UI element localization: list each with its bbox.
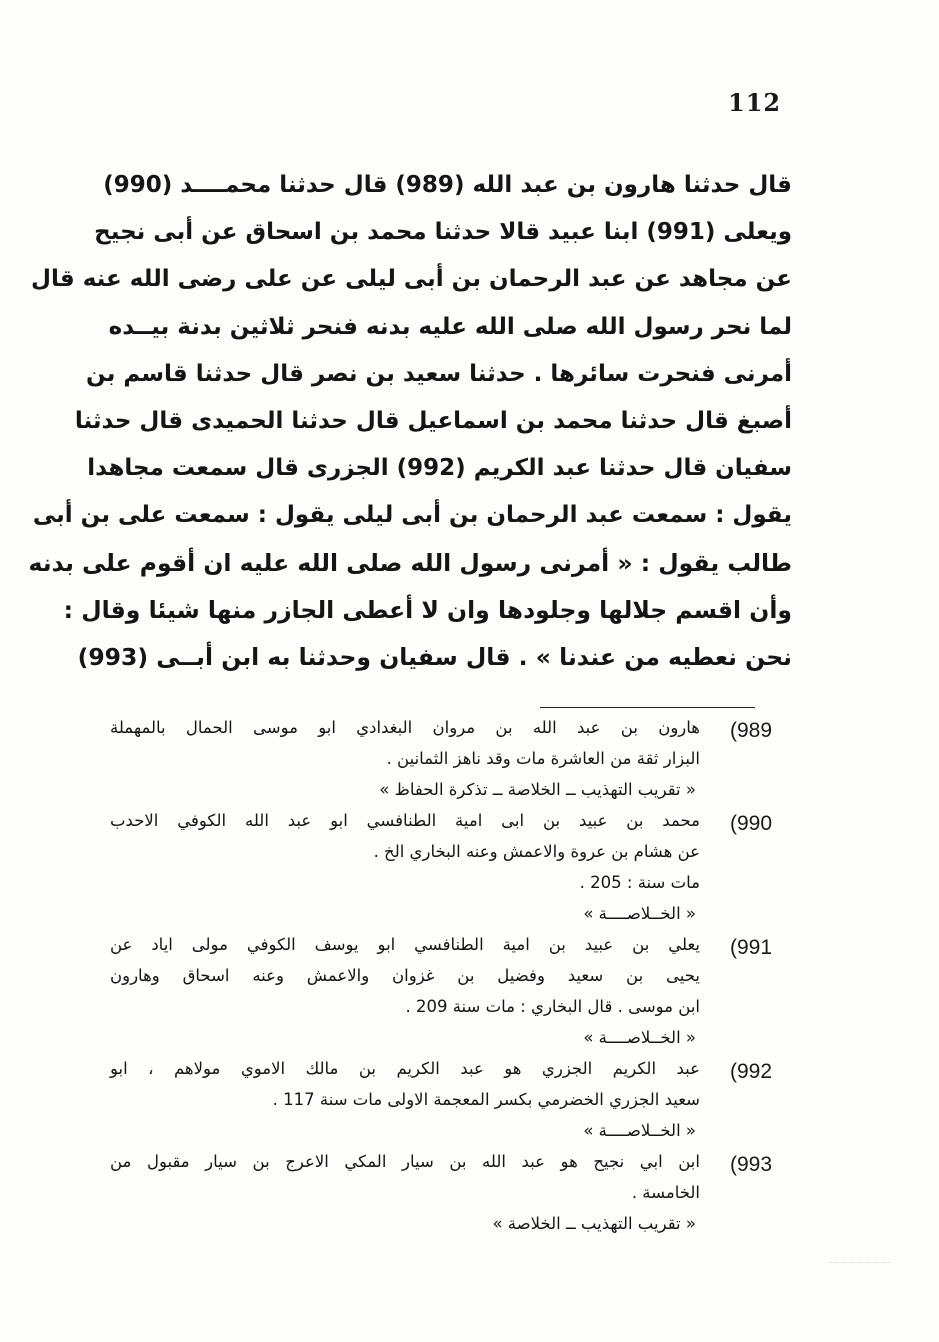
footnote-number: (989 xyxy=(730,719,773,742)
footnote-source: « الخــلاصــــة » xyxy=(583,904,696,923)
footnote-992 xyxy=(108,1053,788,1146)
footnote-number: (991 xyxy=(730,936,773,959)
footnote-body xyxy=(110,1053,700,1146)
footnote-body xyxy=(110,805,700,929)
footnote-source: « تقريب التهذيب ــ الخلاصة ــ تذكرة الحفاظ » xyxy=(379,780,696,799)
footnote-body xyxy=(110,1146,700,1239)
main-text-line: نحن نعطيه من عندنا » . قال سفيان وحدثنا به ابن أبــى (993) xyxy=(77,642,792,671)
footnote-line: محمد بن عبيد بن ابى امية الطنافسي ابو عبد الله الكوفي الاحدب xyxy=(110,811,700,830)
footnotes xyxy=(108,712,788,1239)
footnote-991 xyxy=(108,929,788,1053)
footnote-line: ابن ابي نجيح هو عبد الله بن سيار المكي الاعرج بن سيار مقبول من xyxy=(110,1152,700,1171)
footnote-number: (993 xyxy=(730,1153,773,1176)
page-number: 112 xyxy=(728,88,782,117)
main-text-line: قال حدثنا هارون بن عبد الله (989) قال حدثنا محمــــد (990) xyxy=(103,172,792,198)
main-text-block xyxy=(28,162,792,681)
footnote-line: عن هشام بن عروة والاعمش وعنه البخاري الخ . xyxy=(373,842,700,861)
footnote-line: يحيى بن سعيد وفضيل بن غزوان والاعمش وعنه اسحاق وهارون xyxy=(110,966,700,985)
footnote-source: « الخــلاصــــة » xyxy=(583,1028,696,1047)
footnote-line: هارون بن عبد الله بن مروان البغدادي ابو موسى الحمال بالمهملة xyxy=(110,718,700,737)
footnote-line: ابن موسى . قال البخاري : مات سنة 209 . xyxy=(405,997,700,1016)
footnote-line: عبد الكريم الجزري هو عبد الكريم بن مالك الاموي مولاهم ، ابو xyxy=(110,1059,700,1078)
main-text-line: أمرنى فنحرت سائرها . حدثنا سعيد بن نصر قال حدثنا قاسم بن xyxy=(86,360,792,387)
main-text-line: وأن اقسم جلالها وجلودها وان لا أعطى الجازر منها شيئا وقال : xyxy=(63,595,792,624)
footnote-993 xyxy=(108,1146,788,1239)
footnote-line: الخامسة . xyxy=(631,1183,700,1202)
main-text-line: طالب يقول : « أمرنى رسول الله صلى الله عليه ان أقوم على بدنه xyxy=(28,548,792,577)
main-text-line: عن مجاهد عن عبد الرحمان بن أبى ليلى عن على رضى الله عنه قال xyxy=(31,266,792,293)
main-text-line: سفيان قال حدثنا عبد الكريم (992) الجزرى قال سمعت مجاهدا xyxy=(87,455,792,482)
footnote-989 xyxy=(108,712,788,805)
footnote-body xyxy=(110,929,700,1053)
footnote-body xyxy=(110,712,700,805)
main-text-line: لما نحر رسول الله صلى الله عليه بدنه فنحر ثلاثين بدنة بيــده xyxy=(108,313,792,340)
main-text-line: أصبغ قال حدثنا محمد بن اسماعيل قال حدثنا الحميدى قال حدثنا xyxy=(74,407,792,434)
footnote-990 xyxy=(108,805,788,929)
main-text-line: يقول : سمعت عبد الرحمان بن أبى ليلى يقول : سمعت على بن أبى xyxy=(32,502,792,529)
scan-artifact xyxy=(830,1262,890,1266)
footnote-number: (990 xyxy=(730,812,773,835)
footnote-line: سعيد الجزري الخضرمي بكسر المعجمة الاولى مات سنة 117 . xyxy=(272,1090,700,1109)
footnote-separator xyxy=(540,707,755,708)
footnote-source: « تقريب التهذيب ــ الخلاصة » xyxy=(492,1214,696,1233)
footnote-source: « الخــلاصــــة » xyxy=(583,1121,696,1140)
footnote-line: البزار ثقة من العاشرة مات وقد ناهز الثمانين . xyxy=(386,749,700,768)
footnote-number: (992 xyxy=(730,1060,773,1083)
footnote-line: يعلي بن عبيد بن امية الطنافسي ابو يوسف الكوفي مولى اياد عن xyxy=(110,935,700,954)
footnote-line: مات سنة : 205 . xyxy=(579,873,700,892)
main-text-line: ويعلى (991) ابنا عبيد قالا حدثنا محمد بن اسحاق عن أبى نجيح xyxy=(94,219,792,246)
